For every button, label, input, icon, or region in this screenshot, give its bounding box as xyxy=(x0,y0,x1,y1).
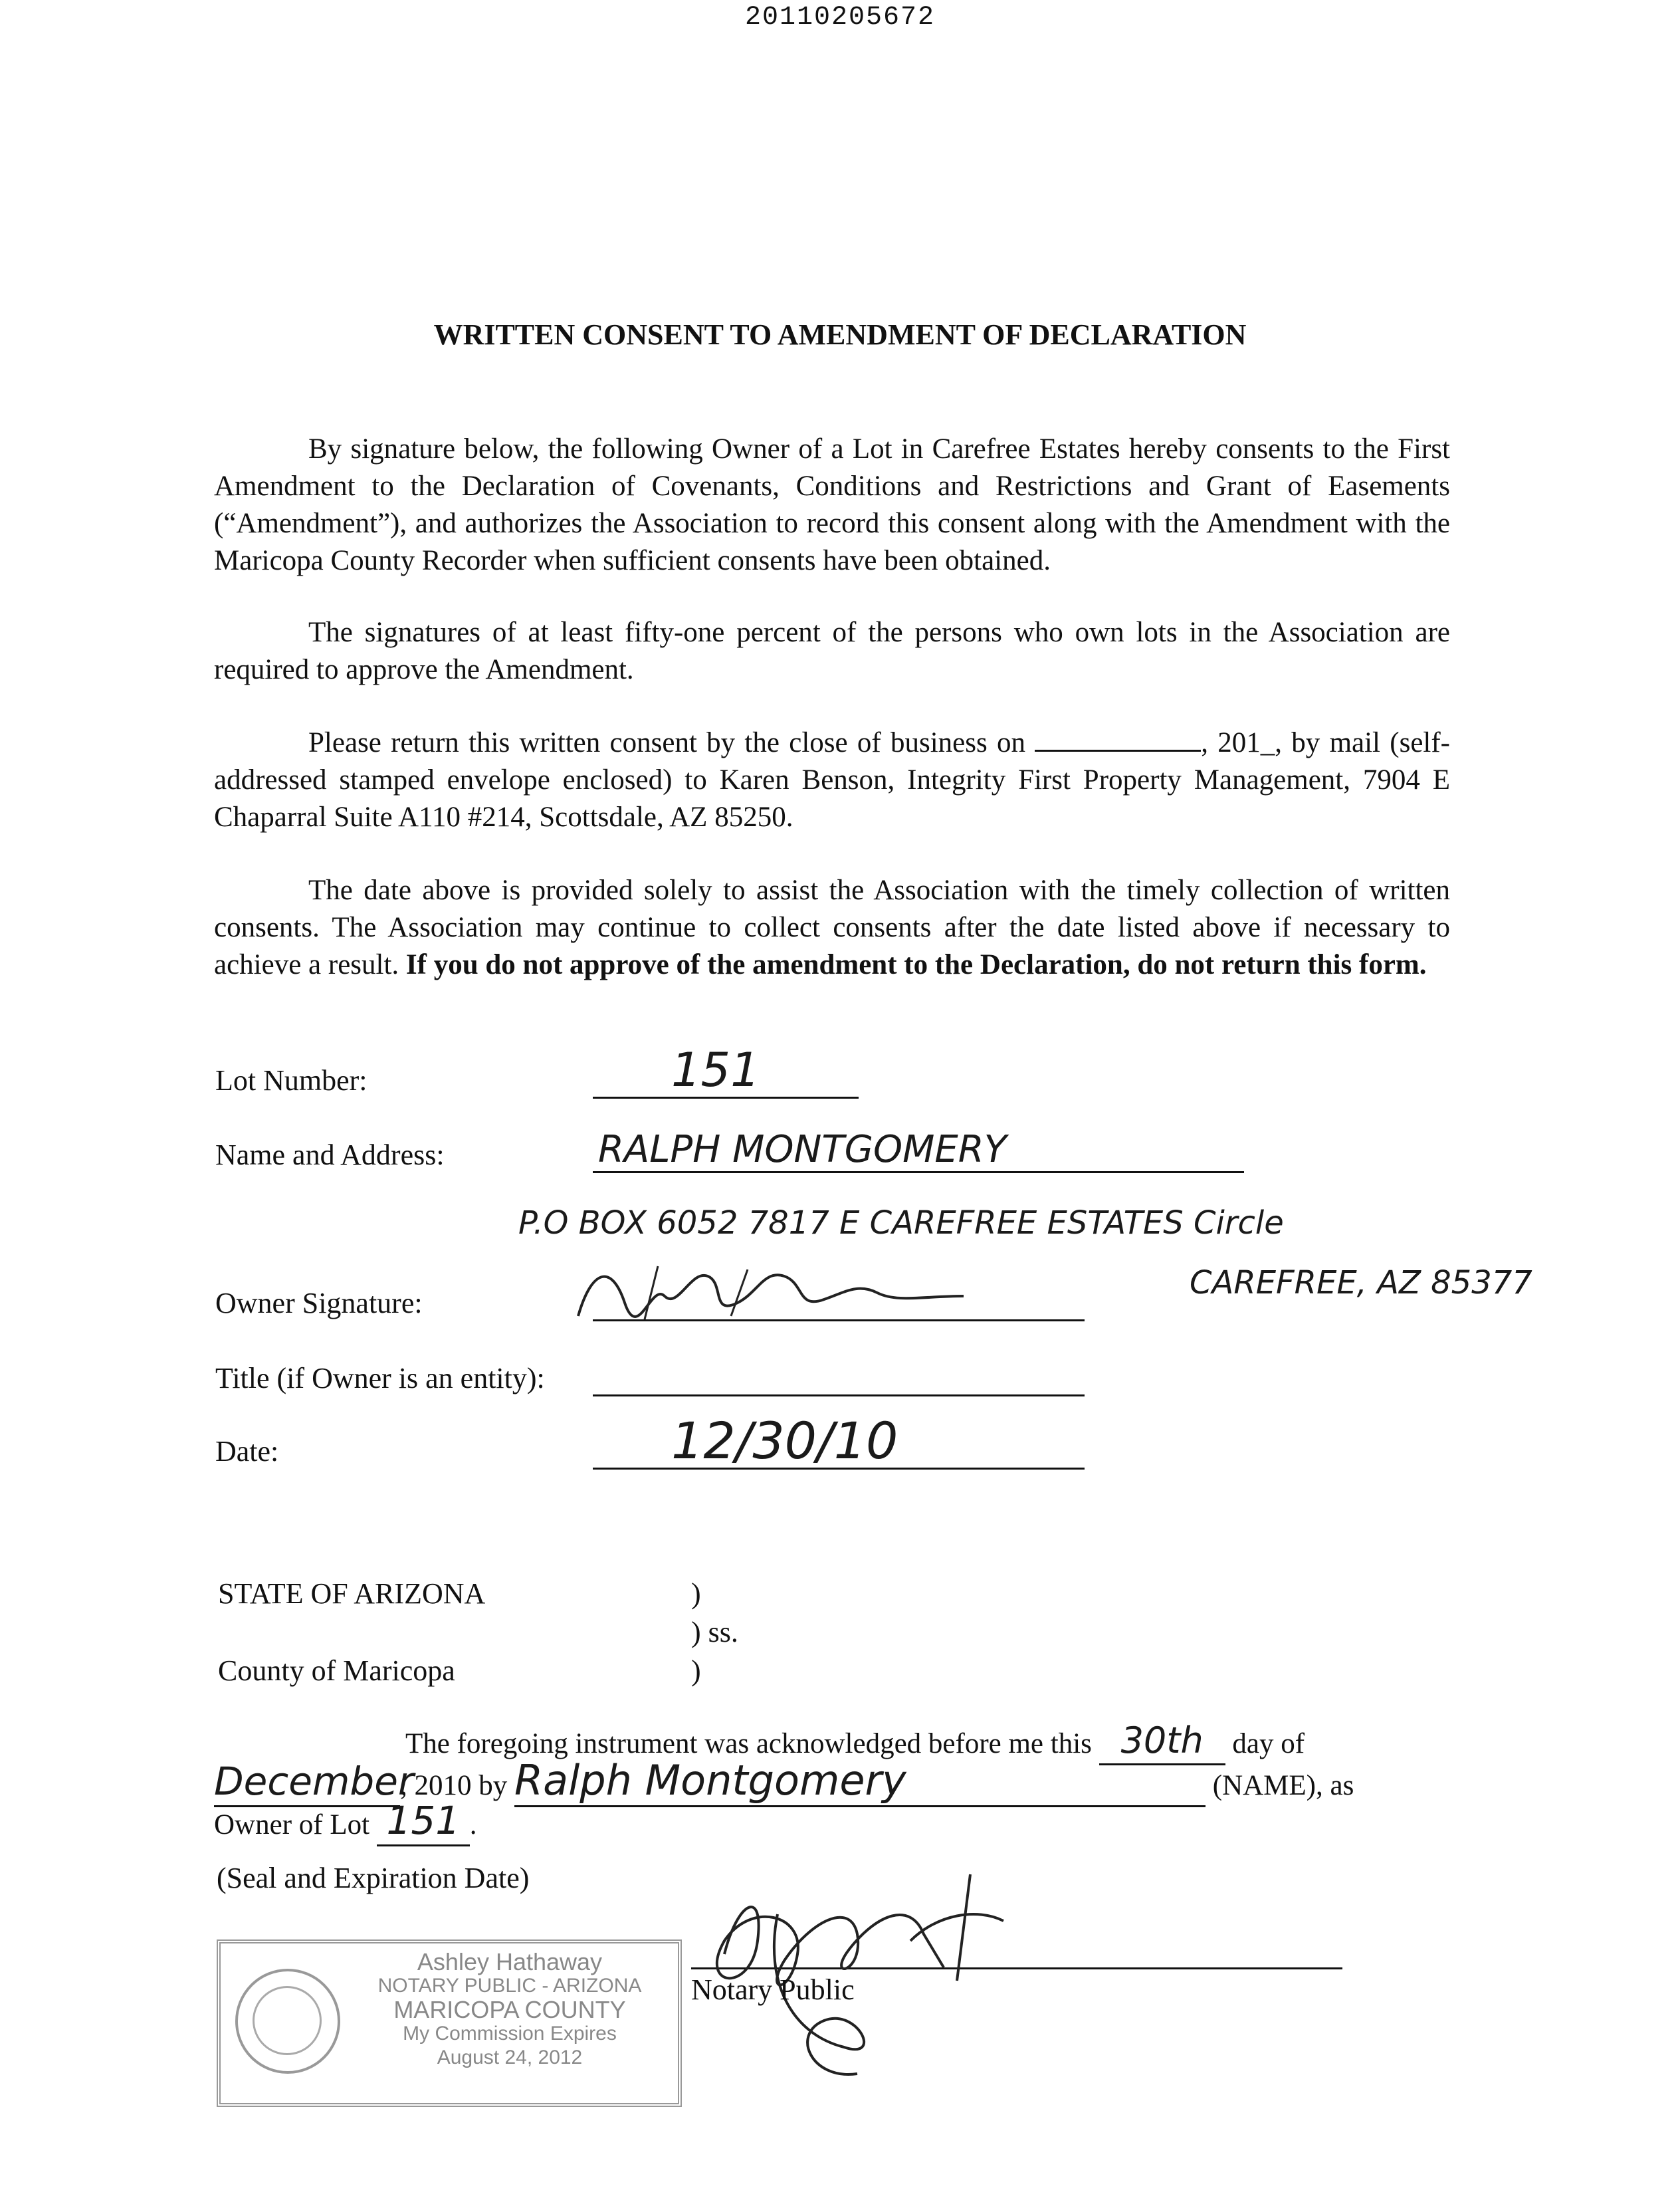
venue-paren-bottom: ) xyxy=(691,1654,701,1687)
ack-lot-field xyxy=(377,1798,470,1846)
owner-signature-label: Owner Signature: xyxy=(215,1287,423,1319)
ack-text-2: day of xyxy=(1232,1728,1305,1759)
lot-number-value: 151 xyxy=(671,1043,760,1097)
owner-title-line xyxy=(593,1394,1085,1396)
state-seal-inner-ring xyxy=(253,1986,322,2055)
date-value: 12/30/10 xyxy=(671,1411,898,1470)
notary-stamp-text xyxy=(354,1950,666,2070)
stamp-notary-name: Ashley Hathaway xyxy=(417,1948,603,1975)
notary-stamp xyxy=(217,1939,682,2107)
venue-paren-top: ) xyxy=(691,1577,701,1610)
ack-day-value: 30th xyxy=(1120,1719,1204,1761)
document-title: WRITTEN CONSENT TO AMENDMENT OF DECLARATION xyxy=(433,318,1247,351)
owner-name-value: RALPH MONTGOMERY xyxy=(598,1128,1007,1171)
acknowledgment-line-3 xyxy=(214,1798,1450,1846)
document-number: 20110205672 xyxy=(744,3,936,33)
paragraph-disclaimer xyxy=(214,872,1450,984)
owner-city-value: CAREFREE, AZ 85377 xyxy=(1190,1264,1532,1301)
paragraph-return-text-start: Please return this written consent by the close of business on xyxy=(308,727,1025,758)
paragraph-return-text-end: , 201_, by mail (self-addressed stamped envelope enclosed) to Karen Benson, Integrity First Property Management, 7904 E Chaparral Suite A110 #214, Scottsdale, AZ 85250. xyxy=(214,727,1450,833)
stamp-line-4: August 24, 2012 xyxy=(437,2046,583,2068)
notary-public-label: Notary Public xyxy=(691,1973,855,2006)
paragraph-consent xyxy=(214,431,1450,580)
paragraph-disclaimer-warning: If you do not approve of the amendment to the Declaration, do not return this form. xyxy=(405,949,1427,980)
ack-day-field xyxy=(1099,1721,1225,1765)
state-seal-icon xyxy=(235,1969,340,2074)
venue-state: STATE OF ARIZONA xyxy=(218,1577,486,1610)
owner-signature-scrawl xyxy=(565,1256,990,1329)
date-label: Date: xyxy=(215,1435,279,1468)
ack-month-value: December xyxy=(214,1759,414,1804)
paragraph-threshold xyxy=(214,614,1450,689)
paragraph-threshold-text: The signatures of at least fifty-one percent of the persons who own lots in the Association are required to approve the Amendment. xyxy=(214,617,1450,685)
ack-lot-value: 151 xyxy=(386,1798,461,1843)
stamp-line-1: NOTARY PUBLIC - ARIZONA xyxy=(377,1975,642,1997)
ack-name-value: Ralph Montgomery xyxy=(514,1756,906,1805)
paragraph-disclaimer-text: The date above is provided solely to assist the Association with the timely collection of written consents. The Association may continue to collect consents after the date listed above if necessary to achieve a result. xyxy=(214,875,1450,980)
owner-address-value: P.O BOX 6052 7817 E CAREFREE ESTATES Circle xyxy=(518,1204,1284,1242)
venue-paren-ss: ) ss. xyxy=(691,1616,738,1648)
ack-text-3: , 2010 by xyxy=(400,1770,508,1801)
paragraph-consent-text: By signature below, the following Owner of a Lot in Carefree Estates hereby consents to the First Amendment to the Declaration of Covenants, Conditions and Restrictions and Grant of Easements (“Amendment”), and authorizes the Association to record this consent along with the Amendment with the Maricopa County Recorder when sufficient consents have been obtained. xyxy=(214,433,1450,576)
ack-text-6: . xyxy=(469,1809,477,1840)
ack-text-4: (NAME), as xyxy=(1212,1770,1354,1801)
ack-text-5: Owner of Lot xyxy=(214,1809,370,1840)
return-date-blank xyxy=(1035,726,1201,752)
ack-name-field xyxy=(514,1756,1206,1807)
ack-text-1: The foregoing instrument was acknowledged before me this xyxy=(405,1728,1092,1759)
paragraph-return xyxy=(214,724,1450,836)
owner-title-label: Title (if Owner is an entity): xyxy=(215,1362,545,1394)
name-address-label: Name and Address: xyxy=(215,1139,445,1171)
stamp-line-2: MARICOPA COUNTY xyxy=(393,1996,626,2023)
ack-month-field xyxy=(214,1759,414,1807)
stamp-line-3: My Commission Expires xyxy=(403,2023,617,2045)
name-address-line xyxy=(593,1171,1244,1173)
lot-number-label: Lot Number: xyxy=(215,1064,368,1097)
seal-label: (Seal and Expiration Date) xyxy=(217,1862,530,1894)
venue-county: County of Maricopa xyxy=(218,1654,455,1687)
